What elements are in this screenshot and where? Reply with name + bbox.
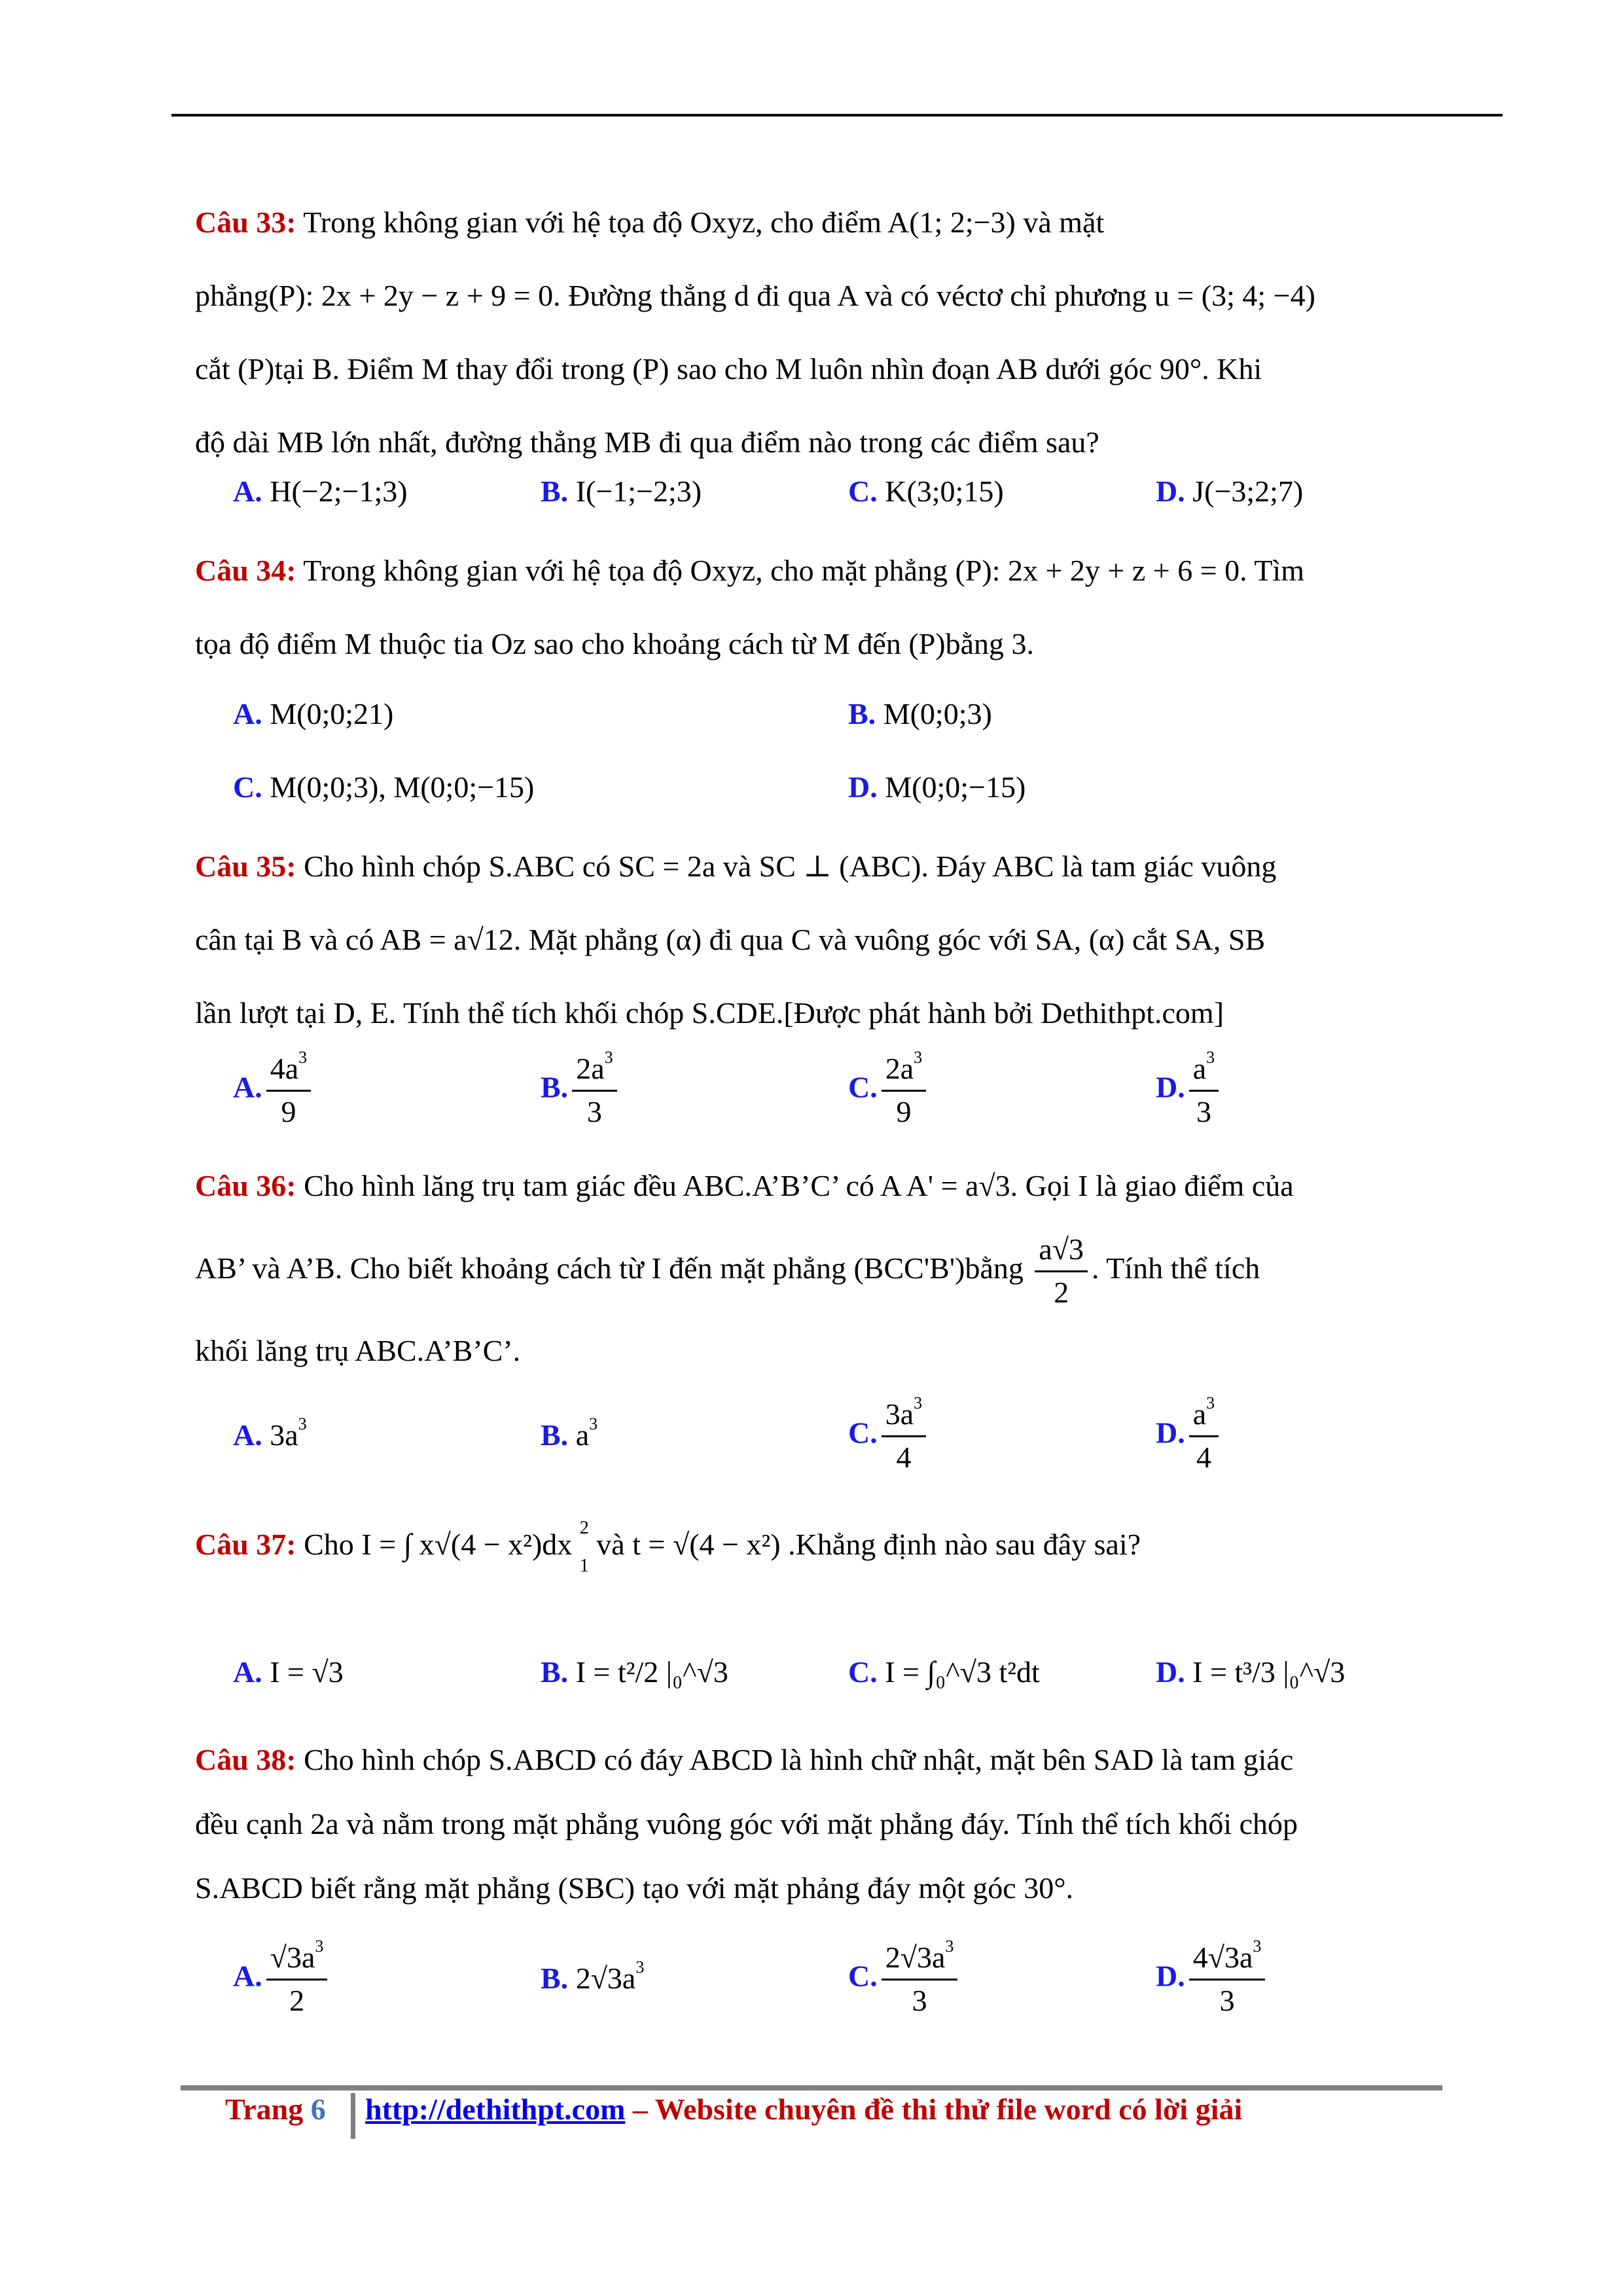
math-sc: SC = 2a: [618, 850, 716, 883]
option-letter: A.: [233, 475, 262, 508]
numerator: 3a: [885, 1397, 914, 1431]
question-text: sao cho M luôn nhìn đoạn AB dưới góc: [676, 352, 1152, 386]
numerator: a: [1192, 1052, 1207, 1085]
exponent: 3: [298, 1414, 307, 1433]
question-34: [195, 534, 1425, 681]
question-text: tạo với mặt phảng đáy một góc: [642, 1871, 1016, 1905]
option-a[interactable]: [233, 1655, 344, 1689]
math-integral: I = ∫ x√(4 − x²)dx: [361, 1528, 573, 1561]
question-text: khối lăng trụ: [195, 1334, 349, 1367]
integral-upper: 2: [579, 1518, 589, 1539]
numerator: 2√3a: [885, 1941, 946, 1974]
option-value: 3a: [270, 1418, 298, 1452]
exponent: 3: [1206, 1048, 1215, 1067]
question-text: Tìm: [1254, 554, 1304, 587]
numerator: 2a: [885, 1052, 914, 1085]
footer-divider: [351, 2093, 355, 2139]
option-letter: D.: [1156, 1070, 1185, 1104]
fraction: [882, 1048, 926, 1128]
option-d[interactable]: [1156, 1937, 1269, 2017]
question-text: có đáy ABCD là hình chữ nhật, mặt bên SAD là tam giác: [603, 1743, 1294, 1776]
option-letter: B.: [541, 1418, 569, 1452]
question-text: và: [596, 1528, 625, 1561]
math-plane-bcc: (BCC'B'): [853, 1251, 965, 1285]
denominator: 3: [586, 1094, 602, 1128]
math-plane-p: (P): [632, 352, 669, 386]
question-text: AB’ và A’B. Cho biết khoảng cách từ I đến mặt phẳng: [195, 1251, 846, 1285]
option-value: I = ∫₀^√3 t²dt: [885, 1655, 1040, 1689]
option-d[interactable]: [1156, 1048, 1222, 1128]
exponent: 3: [298, 1048, 308, 1067]
exponent: 3: [914, 1393, 923, 1412]
option-letter: A.: [233, 1959, 262, 1993]
math-prism: ABC.A’B’C’: [355, 1334, 513, 1367]
math-number: 3: [1011, 627, 1027, 660]
question-text: Cho: [304, 1528, 354, 1561]
math-point-a: A(1; 2;−3): [887, 206, 1016, 239]
option-c[interactable]: [848, 1048, 930, 1128]
fraction: [572, 1048, 616, 1128]
question-text: . Tính thể tích: [1092, 1251, 1260, 1285]
question-text: bằng: [965, 1251, 1024, 1285]
fraction: [1189, 1937, 1266, 2017]
denominator: 2: [1054, 1275, 1069, 1309]
footer-rule: [181, 2085, 1442, 2090]
math-perp: SC ⊥ (ABC).: [758, 850, 929, 883]
question-text: Cho hình lăng trụ tam giác đều: [304, 1169, 677, 1202]
question-35: [195, 830, 1425, 1050]
math-ab: AB = a√12.: [380, 923, 522, 956]
question-text: Cho hình chóp: [304, 850, 482, 883]
question-text: đi qua C và vuông góc với SA,: [709, 923, 1082, 956]
numerator: a√3: [1035, 1233, 1088, 1272]
numerator: √3a: [270, 1941, 315, 1974]
question-38: [195, 1728, 1425, 1920]
option-value: I = √3: [270, 1655, 344, 1689]
question-text: tọa độ điểm M thuộc tia Oz sao cho khoảng cách từ M đến: [195, 627, 901, 660]
exponent: 3: [1253, 1937, 1262, 1956]
question-text: độ dài MB lớn nhất, đường thẳng MB đi qua điểm nào trong các điểm sau?: [195, 425, 1099, 459]
question-37: [195, 1505, 1425, 1584]
question-text: bằng: [945, 627, 1004, 660]
option-value: a: [575, 1418, 590, 1452]
question-text: Trong không gian với hệ tọa độ Oxyz, cho điểm: [303, 206, 882, 239]
question-text: Gọi I là giao điểm của: [1025, 1169, 1294, 1202]
exponent: 3: [945, 1937, 954, 1956]
denominator: 3: [1196, 1094, 1211, 1128]
fraction: [266, 1048, 311, 1128]
question-label: Câu 33:: [195, 206, 296, 239]
option-letter: C.: [848, 475, 878, 508]
option-a[interactable]: [233, 696, 393, 731]
option-c[interactable]: [848, 1937, 961, 2017]
option-a[interactable]: [233, 1937, 331, 2017]
denominator: 9: [896, 1094, 912, 1128]
denominator: 9: [281, 1094, 296, 1128]
punctuation: .: [1026, 627, 1034, 660]
page-label: Trang: [225, 2092, 304, 2126]
exponent: 3: [589, 1414, 598, 1433]
numerator: 2a: [576, 1052, 605, 1085]
question-text: Mặt phẳng: [528, 923, 658, 956]
footer-text: [365, 2092, 1242, 2126]
option-letter: A.: [233, 1418, 262, 1452]
denominator: 3: [1219, 1983, 1235, 2017]
math-pyramid: S.ABCD: [195, 1871, 303, 1905]
math-plane-p: (P): [908, 627, 946, 660]
math-aa: A A' = a√3.: [880, 1169, 1018, 1202]
option-d[interactable]: [1156, 1655, 1345, 1689]
question-text: . Đường thẳng d đi qua A và có véctơ chỉ phương: [553, 279, 1147, 312]
question-label: Câu 38:: [195, 1743, 296, 1776]
question-text: .Khẳng định nào sau đây sai?: [788, 1528, 1141, 1561]
math-plane: (P): 2x + 2y − z + 9 = 0: [268, 279, 554, 312]
option-letter: C.: [848, 1070, 878, 1104]
question-text: .: [512, 1334, 521, 1367]
question-text: Cho hình chóp: [304, 1743, 482, 1776]
option-letter: C.: [233, 770, 262, 804]
math-alpha: (α): [666, 923, 702, 956]
option-value: M(0;0;−15): [885, 770, 1026, 804]
option-letter: B.: [848, 697, 876, 730]
question-text: biết rằng mặt phẳng: [310, 1871, 550, 1905]
option-value: K(3;0;15): [885, 475, 1004, 508]
option-letter: D.: [1156, 475, 1185, 508]
option-c[interactable]: [848, 474, 1004, 509]
option-c[interactable]: [848, 1393, 930, 1474]
option-letter: D.: [1156, 1655, 1185, 1689]
denominator: 2: [289, 1983, 305, 2017]
option-letter: A.: [233, 1070, 262, 1104]
question-text: cắt: [195, 352, 230, 386]
question-label: Câu 37:: [195, 1528, 296, 1561]
option-letter: A.: [233, 697, 262, 730]
option-value: 2√3a: [575, 1962, 636, 1995]
question-33: [195, 186, 1425, 479]
question-label: Câu 36:: [195, 1169, 296, 1202]
option-b[interactable]: [541, 1048, 621, 1128]
option-d[interactable]: [848, 770, 1026, 804]
option-c[interactable]: [848, 1655, 1040, 1689]
footer-tagline: – Website chuyên đề thi thử file word có lời giải: [625, 2092, 1243, 2126]
integral-lower: 1: [579, 1556, 589, 1577]
option-letter: A.: [233, 1655, 262, 1689]
option-letter: D.: [1156, 1959, 1185, 1993]
math-angle: 90°: [1159, 352, 1202, 386]
math-pyramid: S.ABC: [488, 850, 575, 883]
question-label: Câu 34:: [195, 554, 296, 587]
question-text: có: [582, 850, 611, 883]
question-text: Trong không gian với hệ tọa độ Oxyz, cho mặt phẳng: [303, 554, 948, 587]
option-letter: D.: [1156, 1416, 1185, 1450]
option-d[interactable]: [1156, 1393, 1222, 1474]
option-d[interactable]: [1156, 474, 1303, 509]
option-a[interactable]: [233, 1048, 315, 1128]
header-rule: [171, 114, 1503, 117]
option-value: I = t²/2 |₀^√3: [575, 1655, 728, 1689]
denominator: 3: [912, 1983, 927, 2017]
option-value: M(0;0;21): [270, 697, 394, 730]
question-text: đều cạnh 2a và nằm trong mặt phẳng vuông góc với mặt phẳng đáy. Tính thể tích khối chóp: [195, 1807, 1298, 1840]
fraction: [882, 1937, 958, 2017]
option-c[interactable]: [233, 770, 534, 804]
website-link[interactable]: http://dethithpt.com: [365, 2092, 626, 2126]
exponent: 3: [635, 1958, 645, 1977]
page-value: 6: [310, 2092, 326, 2126]
numerator: a: [1192, 1397, 1207, 1431]
fraction: [1189, 1393, 1219, 1474]
option-value: J(−3;2;7): [1192, 475, 1304, 508]
option-b[interactable]: [541, 474, 702, 509]
math-plane: (P): 2x + 2y + z + 6 = 0.: [955, 554, 1247, 587]
option-a[interactable]: [233, 474, 408, 509]
math-angle: 30°.: [1024, 1871, 1074, 1905]
option-value: H(−2;−1;3): [270, 475, 408, 508]
denominator: 4: [1196, 1440, 1211, 1474]
question-text: phẳng: [195, 279, 269, 312]
question-text: . Khi: [1202, 352, 1262, 386]
question-text: và mặt: [1023, 206, 1105, 239]
question-text: lần lượt tại D, E. Tính thể tích khối chóp S.CDE.[Được phát hành bởi Dethithpt.com]: [195, 996, 1224, 1030]
math-plane-p: (P): [238, 352, 275, 386]
fraction: [882, 1393, 926, 1474]
question-label: Câu 35:: [195, 850, 296, 883]
exponent: 3: [604, 1048, 613, 1067]
numerator: 4√3a: [1192, 1941, 1253, 1974]
numerator: 4a: [270, 1052, 299, 1085]
integral-limits: [580, 1519, 589, 1575]
denominator: 4: [896, 1440, 912, 1474]
option-letter: B.: [541, 1962, 569, 1995]
option-b[interactable]: [848, 696, 992, 731]
question-text: Đáy ABC là tam giác vuông: [936, 850, 1277, 883]
option-value: I(−1;−2;3): [575, 475, 702, 508]
exponent: 3: [315, 1937, 324, 1956]
fraction: [266, 1937, 328, 2017]
option-value: M(0;0;3), M(0;0;−15): [270, 770, 535, 804]
option-letter: C.: [848, 1416, 878, 1450]
math-plane-sbc: (SBC): [558, 1871, 635, 1905]
option-letter: C.: [848, 1655, 878, 1689]
math-vector: u = (3; 4; −4): [1154, 279, 1315, 312]
question-text: và: [722, 850, 752, 883]
fraction: [1035, 1233, 1088, 1309]
exponent: 3: [1206, 1393, 1215, 1412]
math-alpha: (α): [1088, 923, 1125, 956]
option-letter: B.: [541, 1070, 569, 1104]
question-text: có: [846, 1169, 874, 1202]
option-b[interactable]: [541, 1958, 645, 1996]
exponent: 3: [914, 1048, 923, 1067]
fraction: [1189, 1048, 1219, 1128]
option-letter: D.: [848, 770, 878, 804]
option-value: I = t³/3 |₀^√3: [1192, 1655, 1346, 1689]
question-text: cắt SA, SB: [1132, 923, 1266, 956]
option-letter: B.: [541, 1655, 569, 1689]
question-text: cân tại B và có: [195, 923, 374, 956]
option-value: M(0;0;3): [883, 697, 992, 730]
math-prism: ABC.A’B’C’: [682, 1169, 838, 1202]
option-b[interactable]: [541, 1414, 598, 1452]
question-text: tại B. Điểm M thay đổi trong: [274, 352, 625, 386]
option-letter: C.: [848, 1959, 878, 1993]
question-36: [195, 1149, 1425, 1388]
option-letter: B.: [541, 475, 569, 508]
option-a[interactable]: [233, 1414, 307, 1452]
math-pyramid: S.ABCD: [488, 1743, 597, 1776]
math-substitution: t = √(4 − x²): [632, 1528, 781, 1561]
page-number: [225, 2092, 326, 2126]
option-b[interactable]: [541, 1655, 728, 1689]
